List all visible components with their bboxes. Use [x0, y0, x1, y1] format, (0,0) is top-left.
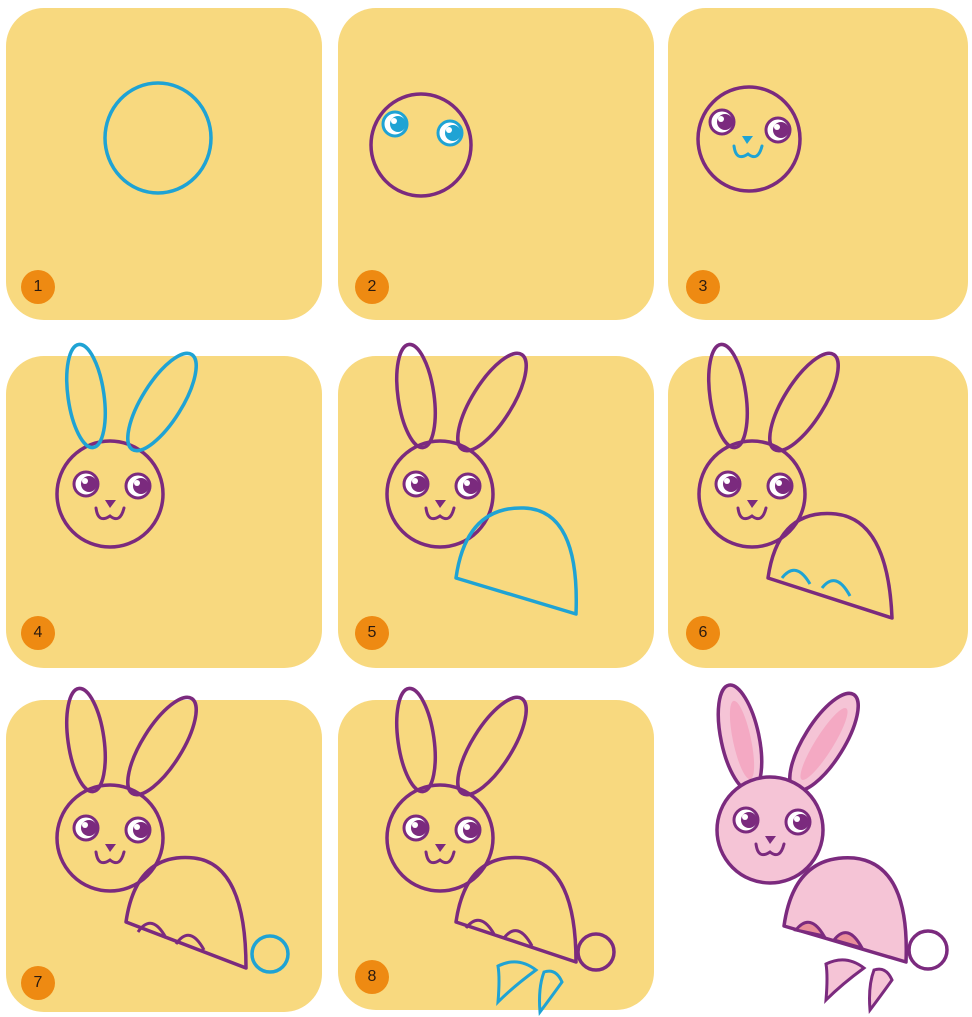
- step-number-badge: 7: [21, 966, 55, 1000]
- step-number-badge: 2: [355, 270, 389, 304]
- step-number-badge: 8: [355, 960, 389, 994]
- finished-bunny: [710, 681, 947, 1017]
- step-number-badge: 3: [686, 270, 720, 304]
- step-number-badge: 5: [355, 616, 389, 650]
- step-number-badge: 4: [21, 616, 55, 650]
- step-number-badge: 1: [21, 270, 55, 304]
- step-number-badge: 6: [686, 616, 720, 650]
